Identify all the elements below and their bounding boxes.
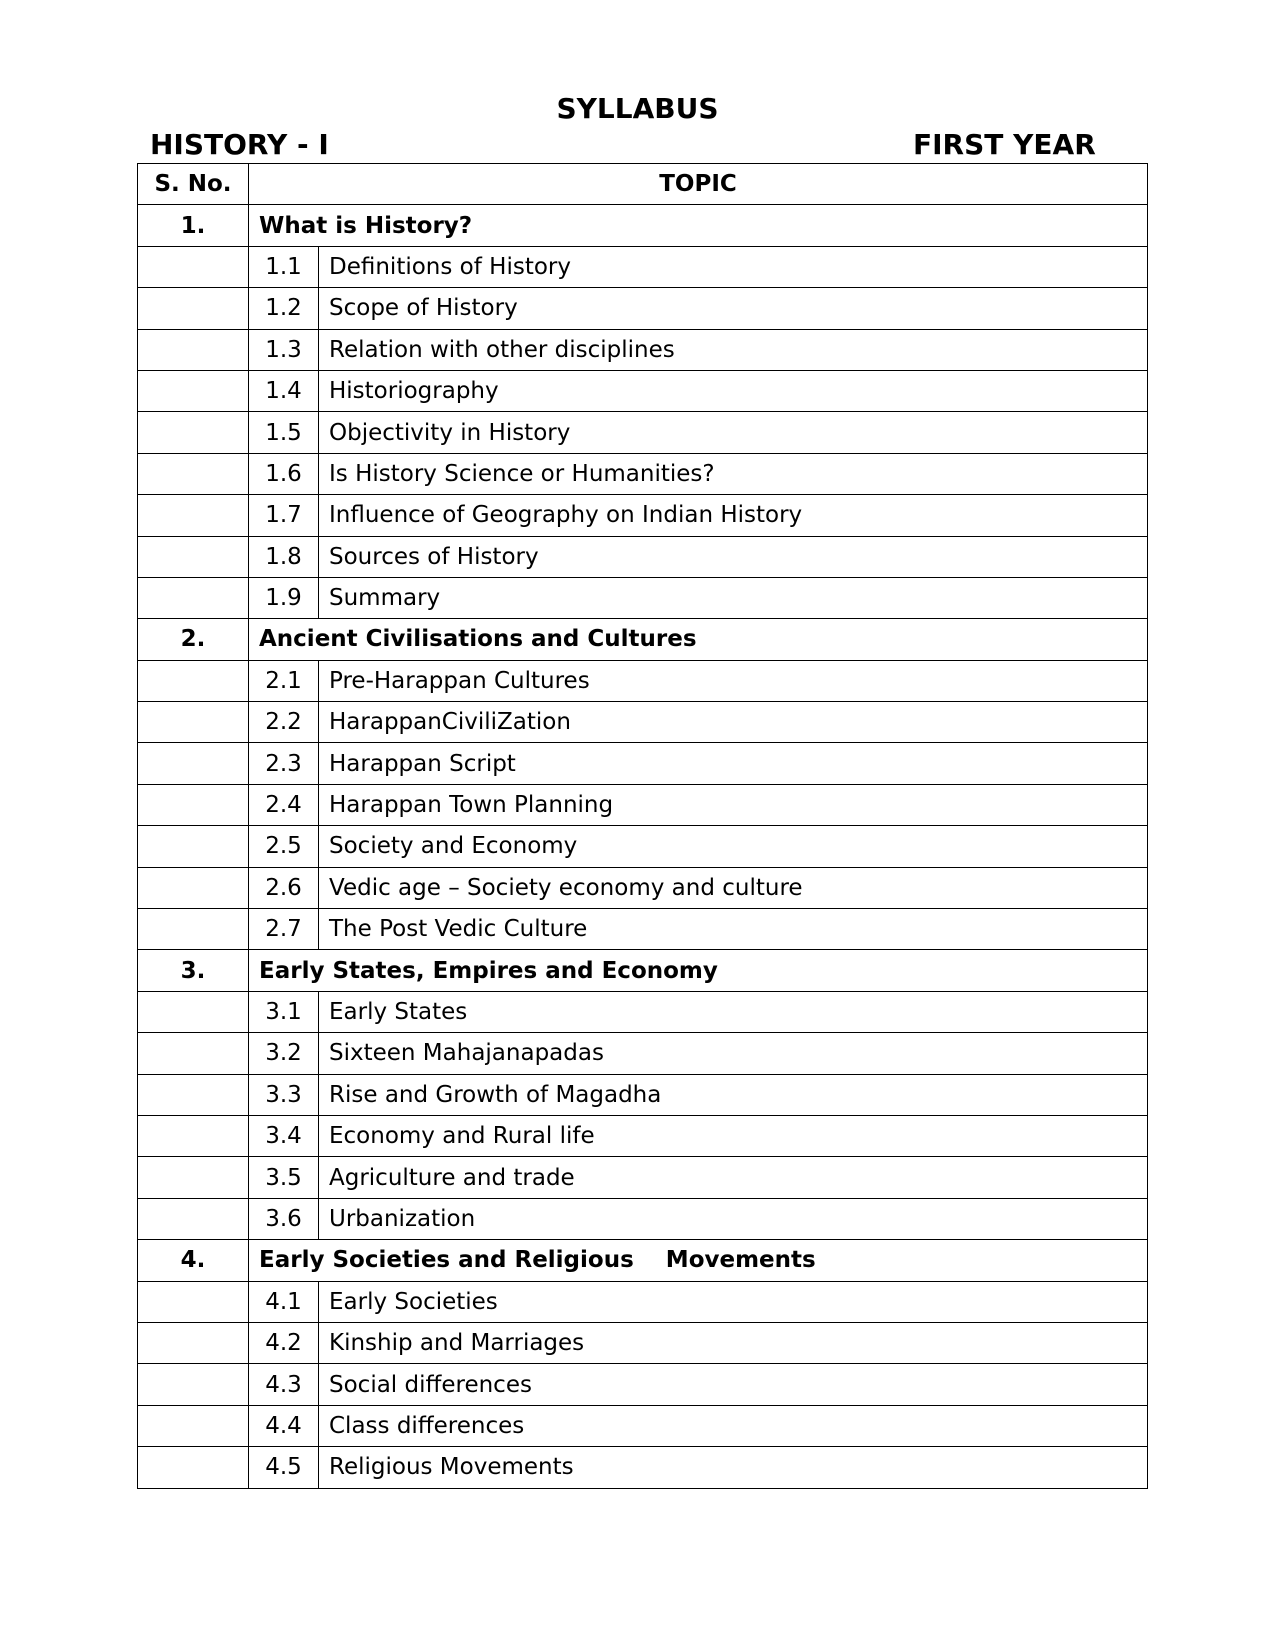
empty-cell: [138, 826, 249, 867]
topic-row: [138, 1074, 1148, 1115]
unit-number: 3.: [138, 950, 249, 991]
topic-number: 1.9: [249, 577, 319, 618]
topic-row: [138, 1033, 1148, 1074]
unit-row: [138, 1240, 1148, 1281]
empty-cell: [138, 1074, 249, 1115]
topic-row: [138, 412, 1148, 453]
topic-number: 1.8: [249, 536, 319, 577]
unit-row: [138, 205, 1148, 246]
topic-text: Scope of History: [319, 288, 1148, 329]
topic-row: [138, 1115, 1148, 1156]
topic-number: 1.4: [249, 370, 319, 411]
empty-cell: [138, 370, 249, 411]
topic-text: Harappan Town Planning: [319, 784, 1148, 825]
topic-number: 3.2: [249, 1033, 319, 1074]
topic-row: [138, 1322, 1148, 1363]
empty-cell: [138, 1198, 249, 1239]
topic-row: [138, 1364, 1148, 1405]
topic-row: [138, 1157, 1148, 1198]
topic-number: 4.5: [249, 1447, 319, 1488]
topic-number: 1.3: [249, 329, 319, 370]
topic-number: 2.3: [249, 743, 319, 784]
empty-cell: [138, 1157, 249, 1198]
unit-number: 1.: [138, 205, 249, 246]
topic-number: 4.4: [249, 1405, 319, 1446]
topic-number: 2.4: [249, 784, 319, 825]
topic-number: 4.2: [249, 1322, 319, 1363]
topic-row: [138, 660, 1148, 701]
topic-number: 1.1: [249, 246, 319, 287]
empty-cell: [138, 867, 249, 908]
topic-text: Rise and Growth of Magadha: [319, 1074, 1148, 1115]
topic-row: [138, 867, 1148, 908]
empty-cell: [138, 329, 249, 370]
topic-row: [138, 909, 1148, 950]
empty-cell: [138, 909, 249, 950]
topic-number: 4.1: [249, 1281, 319, 1322]
empty-cell: [138, 1115, 249, 1156]
empty-cell: [138, 1033, 249, 1074]
topic-text: Harappan Script: [319, 743, 1148, 784]
topic-number: 2.6: [249, 867, 319, 908]
topic-text: Early Societies: [319, 1281, 1148, 1322]
unit-row: [138, 950, 1148, 991]
topic-row: [138, 702, 1148, 743]
empty-cell: [138, 1364, 249, 1405]
page-title: SYLLABUS: [556, 92, 719, 125]
topic-number: 1.7: [249, 495, 319, 536]
topic-text: Summary: [319, 577, 1148, 618]
empty-cell: [138, 1322, 249, 1363]
unit-number: 4.: [138, 1240, 249, 1281]
topic-text: Sources of History: [319, 536, 1148, 577]
topic-number: 2.2: [249, 702, 319, 743]
empty-cell: [138, 1405, 249, 1446]
topic-row: [138, 577, 1148, 618]
topic-row: [138, 370, 1148, 411]
empty-cell: [138, 702, 249, 743]
empty-cell: [138, 412, 249, 453]
empty-cell: [138, 991, 249, 1032]
topic-text: Pre-Harappan Cultures: [319, 660, 1148, 701]
topic-row: [138, 991, 1148, 1032]
topic-number: 3.3: [249, 1074, 319, 1115]
topic-text: Early States: [319, 991, 1148, 1032]
topic-text: Agriculture and trade: [319, 1157, 1148, 1198]
empty-cell: [138, 536, 249, 577]
unit-title: Early Societies and Religious Movements: [249, 1240, 1148, 1281]
syllabus-table: [137, 163, 1148, 1489]
topic-number: 1.6: [249, 453, 319, 494]
topic-row: [138, 329, 1148, 370]
topic-number: 3.5: [249, 1157, 319, 1198]
topic-text: Social differences: [319, 1364, 1148, 1405]
topic-row: [138, 246, 1148, 287]
empty-cell: [138, 660, 249, 701]
topic-row: [138, 1405, 1148, 1446]
topic-number: 4.3: [249, 1364, 319, 1405]
topic-number: 2.5: [249, 826, 319, 867]
topic-text: Influence of Geography on Indian History: [319, 495, 1148, 536]
topic-text: Economy and Rural life: [319, 1115, 1148, 1156]
unit-row: [138, 619, 1148, 660]
topic-number: 3.4: [249, 1115, 319, 1156]
empty-cell: [138, 743, 249, 784]
topic-header: TOPIC: [249, 164, 1148, 205]
topic-text: Society and Economy: [319, 826, 1148, 867]
empty-cell: [138, 1281, 249, 1322]
unit-title: Ancient Civilisations and Cultures: [249, 619, 1148, 660]
empty-cell: [138, 495, 249, 536]
topic-row: [138, 536, 1148, 577]
topic-text: Definitions of History: [319, 246, 1148, 287]
empty-cell: [138, 577, 249, 618]
empty-cell: [138, 784, 249, 825]
topic-text: Is History Science or Humanities?: [319, 453, 1148, 494]
topic-number: 3.6: [249, 1198, 319, 1239]
empty-cell: [138, 453, 249, 494]
topic-number: 3.1: [249, 991, 319, 1032]
topic-row: [138, 1281, 1148, 1322]
topic-text: Class differences: [319, 1405, 1148, 1446]
topic-text: Sixteen Mahajanapadas: [319, 1033, 1148, 1074]
topic-text: Kinship and Marriages: [319, 1322, 1148, 1363]
topic-row: [138, 288, 1148, 329]
topic-text: Urbanization: [319, 1198, 1148, 1239]
topic-row: [138, 743, 1148, 784]
topic-row: [138, 1447, 1148, 1488]
unit-title: What is History?: [249, 205, 1148, 246]
table-header-row: [138, 164, 1148, 205]
topic-number: 1.2: [249, 288, 319, 329]
topic-row: [138, 784, 1148, 825]
empty-cell: [138, 288, 249, 329]
topic-text: Objectivity in History: [319, 412, 1148, 453]
topic-row: [138, 826, 1148, 867]
topic-number: 2.7: [249, 909, 319, 950]
topic-text: Relation with other disciplines: [319, 329, 1148, 370]
subject-heading: HISTORY - I: [150, 128, 329, 161]
topic-text: The Post Vedic Culture: [319, 909, 1148, 950]
topic-row: [138, 453, 1148, 494]
topic-number: 1.5: [249, 412, 319, 453]
topic-row: [138, 1198, 1148, 1239]
empty-cell: [138, 246, 249, 287]
topic-text: Vedic age – Society economy and culture: [319, 867, 1148, 908]
topic-text: Historiography: [319, 370, 1148, 411]
sno-header: S. No.: [138, 164, 249, 205]
unit-number: 2.: [138, 619, 249, 660]
syllabus-body: [138, 205, 1148, 1488]
topic-text: Religious Movements: [319, 1447, 1148, 1488]
year-heading: FIRST YEAR: [913, 128, 1096, 161]
topic-row: [138, 495, 1148, 536]
topic-text: HarappanCiviliZation: [319, 702, 1148, 743]
empty-cell: [138, 1447, 249, 1488]
topic-number: 2.1: [249, 660, 319, 701]
unit-title: Early States, Empires and Economy: [249, 950, 1148, 991]
